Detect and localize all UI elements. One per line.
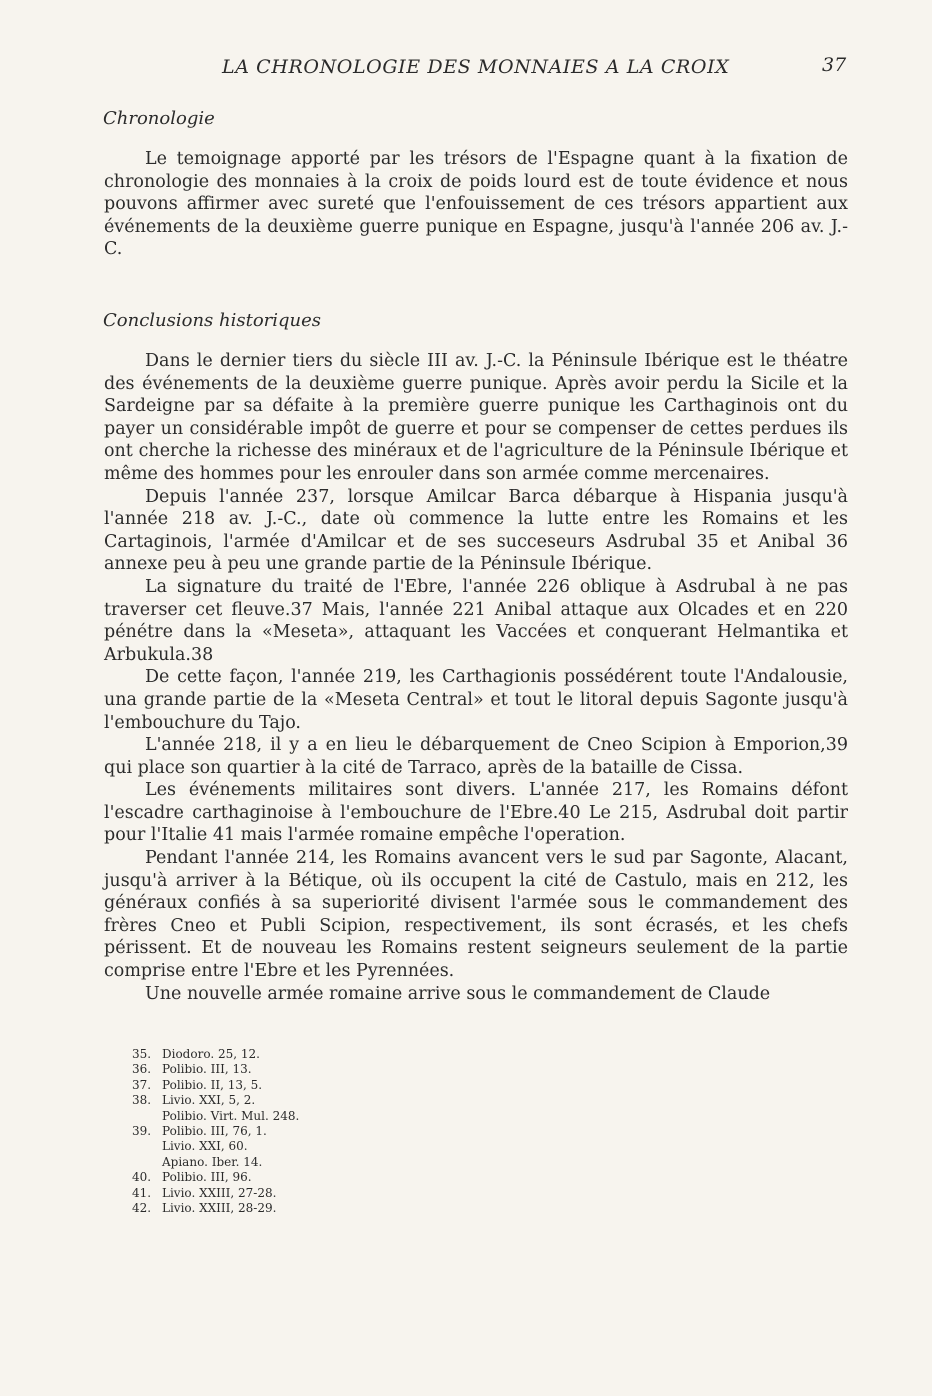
footnote	[132, 1201, 299, 1216]
footnote-number: 39.	[132, 1124, 152, 1139]
footnote-number: 41.	[132, 1185, 152, 1200]
paragraph: Depuis l'année 237, lorsque Amilcar Barca débarque à Hispania jusqu'à l'année 218 av. J.-C., date où commence la lutte entre les Romains et les Cartaginois, l'armée d'Amilcar et de ses succeseurs Asdrubal 35 et Anibal 36 annexe peu à peu une grande partie de la Péninsule Ibérique.	[104, 486, 848, 575]
footnote-number: 36.	[132, 1062, 152, 1077]
footnote-text: Polibio. Virt. Mul. 248.	[162, 1108, 300, 1123]
footnote-text: Livio. XXIII, 28-29.	[162, 1201, 277, 1216]
footnote-text: Polibio. II, 13, 5.	[162, 1077, 263, 1092]
paragraph: L'année 218, il y a en lieu le débarquement de Cneo Scipion à Emporion,39 qui place son quartier à la cité de Tarraco, après de la bataille de Cissa.	[104, 735, 848, 778]
paragraph: Une nouvelle armée romaine arrive sous le commandement de Claude	[145, 983, 771, 1004]
footnote-number: 38.	[132, 1093, 152, 1108]
paragraph: La signature du traité de l'Ebre, l'année 226 oblique à Asdrubal à ne pas traverser cet fleuve.37 Mais, l'année 221 Anibal attaque aux Olcades et en 220 pénétre dans la «Meseta», attaquant les Vaccées et conquerant Helmantika et Arbukula.38	[104, 576, 848, 665]
footnote	[132, 1186, 299, 1201]
section-heading-conclusions: Conclusions historiques	[103, 310, 322, 331]
footnote-text: Apiano. Iber. 14.	[162, 1154, 263, 1169]
footnote-number: 35.	[132, 1047, 152, 1061]
section-heading-chronologie: Chronologie	[103, 108, 215, 129]
footnote-text: Polibio. III, 13.	[162, 1062, 252, 1077]
page-number: 37	[822, 54, 847, 76]
footnote-text: Diodoro. 25, 12.	[162, 1047, 260, 1061]
footnote	[132, 1078, 299, 1093]
footnote	[132, 1170, 299, 1185]
footnote-text: Livio. XXI, 5, 2.	[162, 1093, 256, 1108]
footnote	[132, 1124, 299, 1170]
paragraph: De cette façon, l'année 219, les Carthagionis possédérent toute l'Andalousie, una grande partie de la «Meseta Central» et tout le litoral depuis Sagonte jusqu'à l'embouchure du Tajo.	[104, 667, 848, 733]
footnote-number: 42.	[132, 1201, 152, 1216]
footnote-number: 37.	[132, 1077, 152, 1092]
footnote-text: Polibio. III, 96.	[162, 1170, 252, 1185]
footnote	[132, 1062, 299, 1077]
footnote	[132, 1047, 299, 1062]
footnote-text: Livio. XXI, 60.	[162, 1139, 248, 1154]
section-body-conclusions	[104, 350, 848, 1005]
paragraph: Les événements militaires sont divers. L'année 217, les Romains défont l'escadre carthaginoise à l'embouchure de l'Ebre.40 Le 215, Asdrubal doit partir pour l'Italie 41 mais l'armée romaine empêche l'operation.	[104, 780, 848, 846]
footnotes	[132, 1047, 299, 1216]
paragraph: Pendant l'année 214, les Romains avancent vers le sud par Sagonte, Alacant, jusqu'à arriver à la Bétique, où ils occupent la cité de Castulo, mais en 212, les généraux confiés à sa superiorité divisent l'armée sous le commandement des frères Cneo et Publi Scipion, respectivement, ils sont écrasés, et les chefs périssent. Et de nouveau les Romains restent seigneurs seulement de la partie comprise entre l'Ebre et les Pyrennées.	[104, 848, 848, 982]
footnote	[132, 1093, 299, 1124]
footnote-text: Polibio. III, 76, 1.	[162, 1124, 267, 1139]
paragraph: Le temoignage apporté par les trésors de l'Espagne quant à la fixation de chronologie des monnaies à la croix de poids lourd est de toute évidence et nous pouvons affirmer avec sureté que l'enfouissement de ces trésors appartient aux événements de la deuxième guerre punique en Espagne, jusqu'à l'année 206 av. J.-C.	[104, 149, 848, 260]
paragraph: Dans le dernier tiers du siècle III av. J.-C. la Péninsule Ibérique est le théatre des événements de la deuxième guerre punique. Après avoir perdu la Sicile et la Sardeigne par sa défaite à la première guerre punique les Carthaginois ont du payer un considérable impôt de guerre et pour se compenser de cettes perdues ils ont cherche la richesse des minéraux et de l'agriculture de la Péninsule Ibérique et même des hommes pour les enrouler dans son armée comme mercenaires.	[104, 351, 848, 484]
footnote-number: 40.	[132, 1170, 152, 1185]
section-body-chronologie	[104, 148, 848, 261]
footnote-text: Livio. XXIII, 27-28.	[162, 1185, 277, 1200]
running-header-title: LA CHRONOLOGIE DES MONNAIES A LA CROIX	[222, 56, 730, 78]
